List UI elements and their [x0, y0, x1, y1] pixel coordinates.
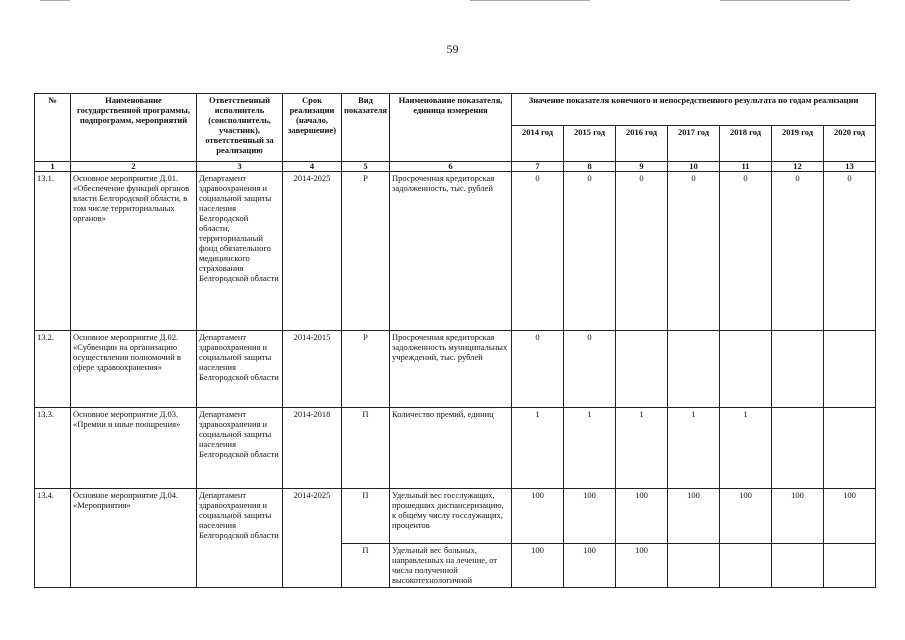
header-indicator: Наименование показателя, единица измерения [390, 94, 512, 162]
row-indicator: Удельный вес госслужащих, прошедших диспансеризацию, к общему числу госслужащих, процентов [390, 489, 512, 544]
header-year: 2018 год [720, 126, 772, 162]
row-value [616, 331, 668, 408]
row-value: 100 [772, 489, 824, 544]
row-value [668, 544, 720, 588]
row-value: 0 [564, 172, 616, 331]
column-number: 6 [390, 162, 512, 172]
row-value [720, 544, 772, 588]
row-value: 100 [564, 544, 616, 588]
column-number: 1 [35, 162, 71, 172]
row-number: 13.4. [35, 489, 71, 588]
row-value: 0 [616, 172, 668, 331]
row-value: 0 [772, 172, 824, 331]
row-indicator: Просроченная кредиторская задолженность, тыс. рублей [390, 172, 512, 331]
column-number: 12 [772, 162, 824, 172]
row-value: 1 [720, 408, 772, 489]
row-term: 2014-2025 [283, 172, 342, 331]
header-no: № [35, 94, 71, 162]
scan-edge-line [470, 0, 590, 1]
row-value [772, 408, 824, 489]
row-indicator: Удельный вес больных, направленных на лечение, от числа полученной высокотехнологичной [390, 544, 512, 588]
row-number: 13.1. [35, 172, 71, 331]
column-number: 2 [71, 162, 197, 172]
header-year: 2019 год [772, 126, 824, 162]
row-indicator: Количество премий, единиц [390, 408, 512, 489]
header-year: 2020 год [824, 126, 876, 162]
row-value: 0 [564, 331, 616, 408]
row-value: 0 [512, 331, 564, 408]
row-number: 13.2. [35, 331, 71, 408]
row-value: 0 [668, 172, 720, 331]
row-value: 0 [824, 172, 876, 331]
row-value [824, 408, 876, 489]
header-year: 2016 год [616, 126, 668, 162]
column-number: 9 [616, 162, 668, 172]
row-value: 100 [668, 489, 720, 544]
row-value: 100 [512, 544, 564, 588]
header-year: 2015 год [564, 126, 616, 162]
header-executor: Ответственный исполнитель (соисполнитель, участник), ответственный за реализацию [197, 94, 283, 162]
row-term: 2014-2025 [283, 489, 342, 588]
row-value [772, 544, 824, 588]
row-value: 100 [512, 489, 564, 544]
scan-edge-line [720, 0, 850, 1]
column-number: 7 [512, 162, 564, 172]
row-indicator: Просроченная кредиторская задолженность муниципальных учреждений, тыс. рублей [390, 331, 512, 408]
row-value: 100 [616, 489, 668, 544]
row-value: 100 [616, 544, 668, 588]
scan-edge-line [40, 0, 70, 1]
row-name: Основное мероприятие Д.04. «Мероприятия» [71, 489, 197, 588]
row-value: 0 [720, 172, 772, 331]
header-values-group: Значение показателя конечного и непосредственного результата по годам реализации [512, 94, 876, 126]
row-executor: Департамент здравоохранения и социальной защиты населения Белгородской области [197, 408, 283, 489]
row-value: 1 [564, 408, 616, 489]
column-number: 3 [197, 162, 283, 172]
row-name: Основное мероприятие Д.02. «Субвенции на организацию осуществления полномочий в сфере здравоохранения» [71, 331, 197, 408]
indicators-table [34, 93, 876, 588]
header-year: 2017 год [668, 126, 720, 162]
column-number: 5 [342, 162, 390, 172]
column-number: 13 [824, 162, 876, 172]
column-number-row [35, 162, 876, 172]
row-value [824, 331, 876, 408]
row-value: 100 [824, 489, 876, 544]
row-value: 1 [616, 408, 668, 489]
table-row [35, 408, 876, 489]
row-type: П [342, 408, 390, 489]
row-term: 2014-2015 [283, 331, 342, 408]
row-executor: Департамент здравоохранения и социальной защиты населения Белгородской области [197, 331, 283, 408]
table-row [35, 172, 876, 331]
row-value [668, 331, 720, 408]
row-executor: Департамент здравоохранения и социальной защиты населения Белгородской области, территориальный фонд обязательного медицинского страхования Белгородской области [197, 172, 283, 331]
column-number: 10 [668, 162, 720, 172]
row-value: 1 [668, 408, 720, 489]
header-name: Наименование государственной программы, подпрограмм, мероприятий [71, 94, 197, 162]
row-value: 100 [720, 489, 772, 544]
row-type: Р [342, 172, 390, 331]
row-value [720, 331, 772, 408]
column-number: 4 [283, 162, 342, 172]
row-value: 100 [564, 489, 616, 544]
row-type: П [342, 489, 390, 544]
header-type: Вид показателя [342, 94, 390, 162]
row-value [772, 331, 824, 408]
row-value: 0 [512, 172, 564, 331]
row-term: 2014-2018 [283, 408, 342, 489]
column-number: 8 [564, 162, 616, 172]
header-year: 2014 год [512, 126, 564, 162]
row-name: Основное мероприятие Д.03. «Премии и иные поощрения» [71, 408, 197, 489]
row-value: 1 [512, 408, 564, 489]
header-term: Срок реализации (начало, завершение) [283, 94, 342, 162]
row-type: Р [342, 331, 390, 408]
table-row [35, 331, 876, 408]
table-row [35, 489, 876, 544]
row-type: П [342, 544, 390, 588]
column-number: 11 [720, 162, 772, 172]
row-executor: Департамент здравоохранения и социальной защиты населения Белгородской области [197, 489, 283, 588]
row-name: Основное мероприятие Д.01. «Обеспечение функций органов власти Белгородской области, в том числе территориальных органов» [71, 172, 197, 331]
row-value [824, 544, 876, 588]
page-number: 59 [446, 42, 459, 56]
row-number: 13.3. [35, 408, 71, 489]
